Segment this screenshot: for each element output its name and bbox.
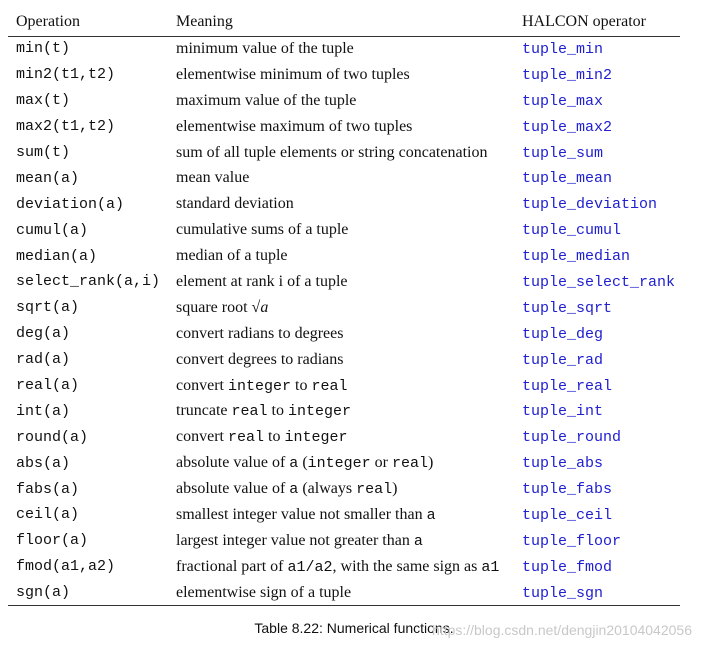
- table-row: [8, 165, 680, 191]
- meaning-cell: [176, 424, 522, 450]
- operation-cell: min2(t1,t2): [16, 66, 116, 84]
- halcon-operator-link[interactable]: tuple_max2: [522, 118, 613, 136]
- halcon-operator-cell: [522, 502, 680, 528]
- operation-cell: max2(t1,t2): [16, 118, 116, 136]
- meaning-text: ): [428, 454, 434, 472]
- table-row: [8, 88, 680, 114]
- operation-cell: ceil(a): [16, 506, 80, 524]
- numerical-functions-table: [8, 8, 680, 606]
- meaning-text: convert: [176, 428, 228, 446]
- meaning-cell: [176, 269, 522, 295]
- header-operation: Operation: [16, 13, 80, 30]
- meaning-text: convert: [176, 376, 228, 394]
- table-header-row: [8, 8, 680, 36]
- meaning-text: ): [392, 480, 398, 498]
- halcon-operator-cell: [522, 88, 680, 114]
- meaning-text: standard deviation: [176, 195, 294, 213]
- halcon-operator-cell: [522, 269, 680, 295]
- halcon-operator-link[interactable]: tuple_real: [522, 377, 613, 395]
- code-token: a: [289, 481, 299, 499]
- halcon-operator-link[interactable]: tuple_int: [522, 403, 604, 421]
- meaning-text: to: [267, 402, 288, 420]
- code-token: real: [356, 481, 393, 499]
- table-caption: Table 8.22: Numerical functions.: [254, 620, 454, 636]
- table-row: [8, 476, 680, 502]
- code-token: a: [426, 506, 436, 524]
- operation-cell: abs(a): [16, 454, 71, 472]
- halcon-operator-link[interactable]: tuple_min: [522, 40, 604, 58]
- table-row: [8, 554, 680, 580]
- table-row: [8, 502, 680, 528]
- table-row: [8, 321, 680, 347]
- meaning-text: , with the same sign as: [332, 557, 482, 575]
- meaning-cell: [176, 88, 522, 114]
- operation-cell: cumul(a): [16, 221, 89, 239]
- meaning-text: minimum value of the tuple: [176, 39, 354, 57]
- halcon-operator-link[interactable]: tuple_sum: [522, 144, 604, 162]
- operation-cell: fmod(a1,a2): [16, 558, 116, 576]
- halcon-operator-cell: [522, 140, 680, 166]
- halcon-operator-cell: [522, 476, 680, 502]
- operation-cell: rad(a): [16, 351, 71, 369]
- table-bottom-rule: [8, 605, 680, 606]
- meaning-cell: [176, 580, 522, 606]
- halcon-operator-cell: [522, 191, 680, 217]
- operation-cell: sgn(a): [16, 584, 71, 602]
- halcon-operator-link[interactable]: tuple_cumul: [522, 222, 622, 240]
- meaning-text: cumulative sums of a tuple: [176, 221, 349, 239]
- meaning-cell: [176, 476, 522, 502]
- halcon-operator-cell: [522, 165, 680, 191]
- operation-cell: select_rank(a,i): [16, 273, 161, 291]
- halcon-operator-cell: [522, 347, 680, 373]
- halcon-operator-cell: [522, 36, 680, 62]
- meaning-text: or: [370, 454, 392, 472]
- operation-cell: floor(a): [16, 532, 89, 550]
- meaning-text: absolute value of: [176, 480, 290, 498]
- table-row: [8, 398, 680, 424]
- table-row: [8, 243, 680, 269]
- meaning-cell: [176, 373, 522, 399]
- halcon-operator-link[interactable]: tuple_fabs: [522, 481, 613, 499]
- halcon-operator-link[interactable]: tuple_sgn: [522, 584, 604, 602]
- operation-cell: max(t): [16, 92, 71, 110]
- table-row: [8, 62, 680, 88]
- meaning-text: to: [264, 428, 285, 446]
- meaning-cell: [176, 528, 522, 554]
- meaning-text: sum of all tuple elements or string concatenation: [176, 143, 488, 161]
- halcon-operator-link[interactable]: tuple_ceil: [522, 506, 613, 524]
- halcon-operator-link[interactable]: tuple_rad: [522, 351, 604, 369]
- code-token: a: [413, 532, 423, 550]
- operation-cell: sqrt(a): [16, 299, 80, 317]
- table-row: [8, 347, 680, 373]
- meaning-cell: [176, 450, 522, 476]
- halcon-operator-link[interactable]: tuple_max: [522, 92, 604, 110]
- meaning-text: square root: [176, 298, 252, 316]
- table-row: [8, 373, 680, 399]
- table-row: [8, 36, 680, 62]
- meaning-text: median of a tuple: [176, 247, 288, 265]
- halcon-operator-cell: [522, 580, 680, 606]
- meaning-cell: [176, 554, 522, 580]
- table-row: [8, 295, 680, 321]
- operation-cell: int(a): [16, 402, 71, 420]
- halcon-operator-cell: [522, 62, 680, 88]
- halcon-operator-link[interactable]: tuple_min2: [522, 66, 613, 84]
- meaning-text: smallest integer value not smaller than: [176, 505, 427, 523]
- halcon-operator-cell: [522, 114, 680, 140]
- halcon-operator-link[interactable]: tuple_fmod: [522, 558, 613, 576]
- halcon-operator-cell: [522, 450, 680, 476]
- code-token: real: [227, 429, 264, 447]
- code-token: integer: [284, 429, 348, 447]
- code-token: a: [289, 455, 299, 473]
- meaning-text: elementwise sign of a tuple: [176, 583, 352, 601]
- code-token: a1: [481, 558, 500, 576]
- meaning-cell: [176, 114, 522, 140]
- meaning-cell: [176, 140, 522, 166]
- meaning-text: maximum value of the tuple: [176, 91, 357, 109]
- operation-cell: deg(a): [16, 325, 71, 343]
- meaning-text: to: [291, 376, 312, 394]
- operation-cell: median(a): [16, 247, 98, 265]
- meaning-text: element at rank i of a tuple: [176, 272, 348, 290]
- meaning-cell: [176, 165, 522, 191]
- meaning-text: convert degrees to radians: [176, 350, 344, 368]
- halcon-operator-cell: [522, 373, 680, 399]
- halcon-operator-cell: [522, 398, 680, 424]
- meaning-cell: [176, 347, 522, 373]
- halcon-operator-link[interactable]: tuple_mean: [522, 170, 613, 188]
- meaning-cell: [176, 243, 522, 269]
- halcon-operator-link[interactable]: tuple_median: [522, 248, 631, 266]
- watermark-url: https://blog.csdn.net/dengjin20104042056: [432, 622, 692, 638]
- meaning-cell: [176, 62, 522, 88]
- code-token: integer: [288, 403, 352, 421]
- halcon-operator-link[interactable]: tuple_sqrt: [522, 299, 613, 317]
- operation-cell: round(a): [16, 428, 89, 446]
- halcon-operator-link[interactable]: tuple_round: [522, 429, 622, 447]
- meaning-cell: [176, 36, 522, 62]
- table-row: [8, 217, 680, 243]
- halcon-operator-cell: [522, 321, 680, 347]
- table-row: [8, 269, 680, 295]
- table-top-rule: [8, 36, 680, 37]
- table-row: [8, 140, 680, 166]
- operation-cell: sum(t): [16, 144, 71, 161]
- operation-cell: min(t): [16, 40, 71, 58]
- meaning-text: absolute value of: [176, 454, 290, 472]
- operation-cell: deviation(a): [16, 195, 125, 213]
- meaning-text: elementwise maximum of two tuples: [176, 117, 413, 135]
- halcon-operator-cell: [522, 243, 680, 269]
- meaning-text: mean value: [176, 169, 250, 187]
- table-row: [8, 114, 680, 140]
- table-row: [8, 528, 680, 554]
- meaning-cell: [176, 398, 522, 424]
- meaning-cell: [176, 191, 522, 217]
- halcon-operator-link[interactable]: tuple_floor: [522, 532, 622, 550]
- meaning-cell: [176, 295, 522, 321]
- halcon-operator-cell: [522, 554, 680, 580]
- meaning-text: fractional part of: [176, 557, 288, 575]
- table-row: [8, 580, 680, 606]
- meaning-text: elementwise minimum of two tuples: [176, 65, 410, 83]
- table-row: [8, 191, 680, 217]
- table-row: [8, 424, 680, 450]
- halcon-operator-link[interactable]: tuple_select_rank: [522, 273, 676, 291]
- meaning-text: convert radians to degrees: [176, 324, 344, 342]
- table-row: [8, 450, 680, 476]
- header-halcon-operator: HALCON operator: [522, 13, 646, 30]
- halcon-operator-cell: [522, 528, 680, 554]
- operation-cell: fabs(a): [16, 480, 80, 498]
- meaning-text: truncate: [176, 402, 232, 420]
- halcon-operator-link[interactable]: tuple_deg: [522, 325, 604, 343]
- operation-cell: mean(a): [16, 169, 80, 187]
- meaning-cell: [176, 502, 522, 528]
- meaning-cell: [176, 321, 522, 347]
- numerical-functions-table-wrap: [8, 8, 680, 606]
- meaning-cell: [176, 217, 522, 243]
- halcon-operator-cell: [522, 217, 680, 243]
- meaning-text: (always: [298, 480, 357, 498]
- header-meaning: Meaning: [176, 13, 233, 30]
- code-token: integer: [227, 377, 291, 395]
- halcon-operator-link[interactable]: tuple_abs: [522, 455, 604, 473]
- code-token: integer: [307, 455, 371, 473]
- halcon-operator-cell: [522, 424, 680, 450]
- code-token: real: [311, 377, 348, 395]
- table-body: [8, 36, 680, 606]
- code-token: a1/a2: [287, 558, 333, 576]
- code-token: real: [391, 455, 428, 473]
- halcon-operator-cell: [522, 295, 680, 321]
- code-token: real: [231, 403, 268, 421]
- halcon-operator-link[interactable]: tuple_deviation: [522, 196, 658, 214]
- sqrt-formula: √a: [251, 298, 269, 316]
- meaning-text: (: [298, 454, 308, 472]
- meaning-text: largest integer value not greater than: [176, 531, 414, 549]
- operation-cell: real(a): [16, 377, 80, 395]
